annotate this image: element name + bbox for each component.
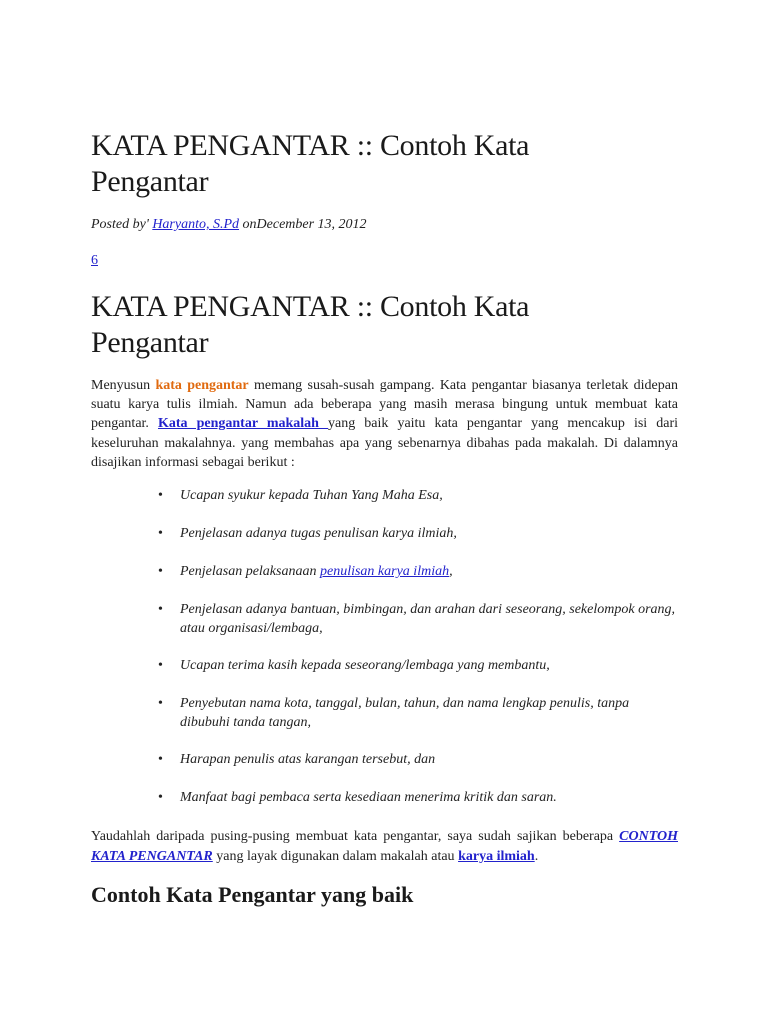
contoh-kata-pengantar-link[interactable]: CONTOH KATA PENGANTAR	[91, 829, 678, 864]
list-item	[91, 600, 678, 638]
list-item-text: Harapan penulis atas karangan tersebut, dan	[180, 752, 436, 767]
post-date: December 13, 2012	[256, 217, 367, 232]
bullet-icon: •	[158, 602, 163, 617]
bullet-icon: •	[158, 790, 163, 805]
comments-count-link[interactable]: 6	[91, 253, 98, 268]
list-item	[91, 750, 678, 769]
article-heading: KATA PENGANTAR :: Contoh Kata Pengantar	[91, 290, 530, 359]
bullet-icon: •	[158, 658, 163, 673]
closing-paragraph	[91, 827, 678, 867]
list-item-text: Penjelasan pelaksanaan	[180, 564, 320, 579]
intro-text-2: memang susah-susah gampang. Kata pengantar biasanya terletak didepan suatu karya tulis ilmiah. Namun ada beberapa yang masih merasa bingung untuk membuat kata pengantar.	[91, 378, 678, 432]
bullet-icon: •	[158, 564, 163, 579]
intro-paragraph	[91, 376, 678, 472]
byline	[91, 217, 367, 233]
contents-list	[91, 486, 678, 807]
author-link[interactable]: Haryanto, S.Pd	[152, 217, 240, 232]
list-item	[91, 486, 678, 505]
karya-ilmiah-link[interactable]: karya ilmiah	[458, 849, 535, 864]
list-item-text: Penjelasan adanya tugas penulisan karya ilmiah,	[180, 526, 457, 541]
list-item-text: Penjelasan adanya bantuan, bimbingan, dan arahan dari seseorang, sekelompok orang, atau organisasi/lembaga,	[180, 602, 676, 636]
bullet-icon: •	[158, 488, 163, 503]
penulisan-karya-ilmiah-link[interactable]: penulisan karya ilmiah	[319, 564, 450, 579]
bullet-icon: •	[158, 696, 163, 711]
closing-text-3: .	[534, 849, 539, 864]
intro-text-3: yang baik yaitu kata pengantar yang mencakup isi dari keseluruhan makalahnya. yang membahas apa yang sebenarnya dibahas pada makalah. Di dalamnya disajikan informasi sebagai berikut :	[91, 416, 679, 470]
list-item	[91, 656, 678, 675]
kata-pengantar-highlight: kata pengantar	[155, 378, 249, 393]
byline-on: on	[242, 217, 257, 232]
list-item-text: Penyebutan nama kota, tanggal, bulan, tahun, dan nama lengkap penulis, tanpa dibubuhi tanda tangan,	[180, 696, 630, 730]
bullet-icon: •	[158, 526, 163, 541]
list-item-text: Ucapan syukur kepada Tuhan Yang Maha Esa,	[180, 488, 443, 503]
list-item	[91, 694, 678, 732]
byline-prefix: Posted by'	[91, 217, 149, 232]
closing-text-2: yang layak digunakan dalam makalah atau	[212, 849, 459, 864]
page-title: KATA PENGANTAR :: Contoh Kata Pengantar	[91, 129, 530, 198]
list-item	[91, 524, 678, 543]
kata-pengantar-makalah-link[interactable]: Kata pengantar makalah	[157, 416, 329, 432]
closing-text-1: Yaudahlah daripada pusing-pusing membuat kata pengantar, saya sudah sajikan beberapa	[91, 829, 620, 844]
list-item-text: Ucapan terima kasih kepada seseorang/lembaga yang membantu,	[180, 658, 550, 673]
list-item-text: ,	[449, 564, 453, 579]
bullet-icon: •	[158, 752, 163, 767]
section-heading: Contoh Kata Pengantar yang baik	[91, 882, 414, 907]
list-item-text: Manfaat bagi pembaca serta kesediaan menerima kritik dan saran.	[180, 790, 557, 805]
intro-text-1: Menyusun	[91, 378, 156, 393]
list-item	[91, 562, 678, 581]
list-item	[91, 788, 678, 807]
